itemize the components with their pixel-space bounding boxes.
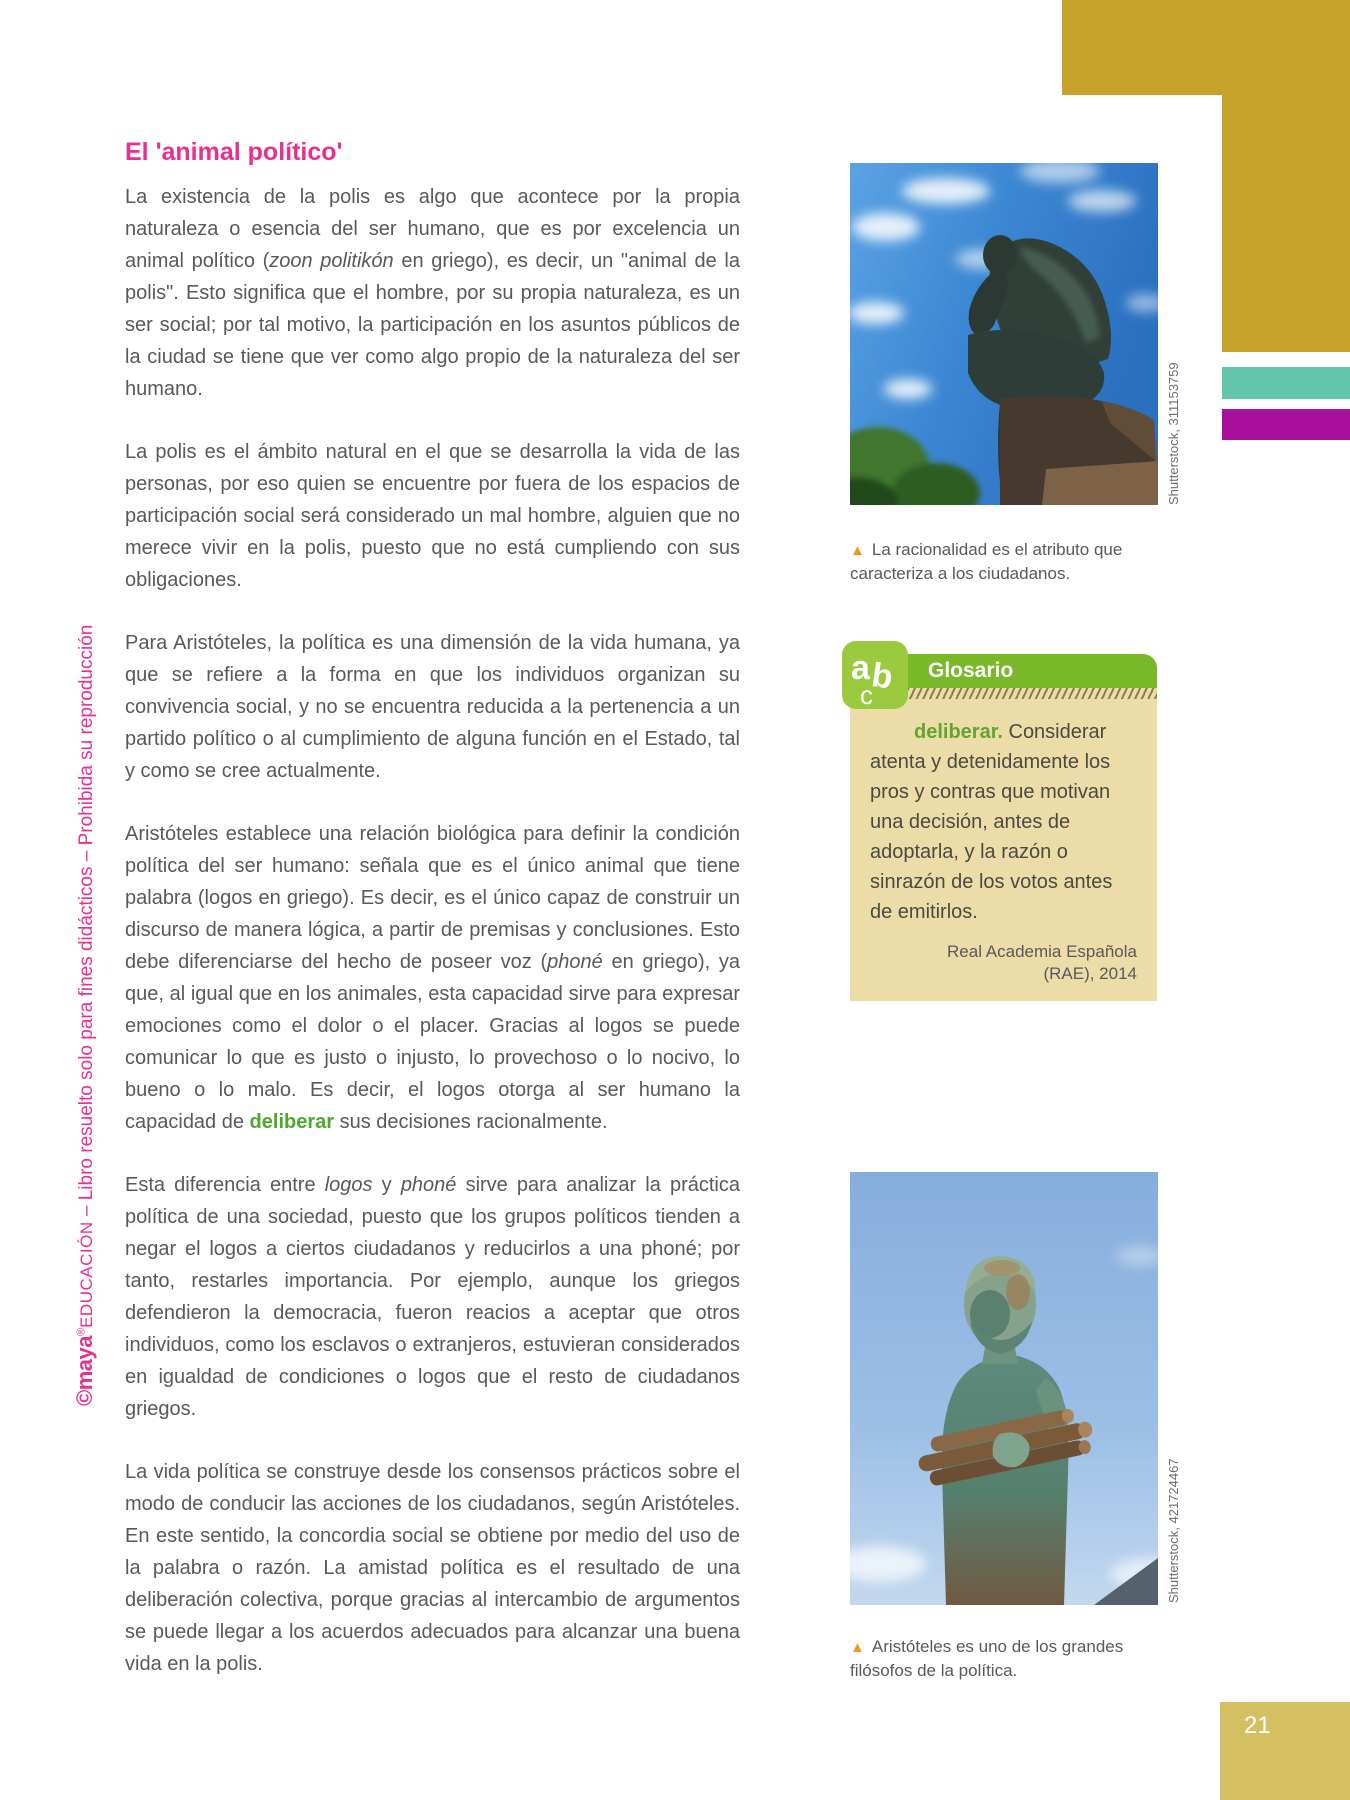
deco-gold-block-top-right [1222, 0, 1350, 352]
imprint-legal-text: – Libro resuelto solo para fines didácticos – Prohibida su reproducción [76, 624, 97, 1222]
glossary-source-line: Real Academia Española [947, 942, 1137, 961]
caption-text: Aristóteles es uno de los grandes filósofos de la política. [850, 1637, 1124, 1680]
glossary-source [870, 941, 1137, 985]
section-heading: El 'animal político' [125, 138, 343, 166]
caption-text: La racionalidad es el atributo que caracteriza a los ciudadanos. [850, 540, 1123, 583]
body-paragraph: La existencia de la polis es algo que acontece por la propia naturaleza o esencia del ser humano, que es por excelencia un animal político (zoon politikón en griego), es decir, un "animal de la polis". Esto significa que el hombre, por su propia naturaleza, es un ser social; por tal motivo, la participación en los asuntos públicos de la ciudad se tiene que ver como algo propio de la naturaleza del ser humano. [125, 186, 740, 400]
svg-text:c: c [860, 680, 873, 709]
glossary-entry: deliberar. Considerar atenta y detenidamente los pros y contras que motivan una decisión, antes de adoptarla, y la razón o sinrazón de los votos antes de emitirlos. [870, 721, 1113, 923]
figure-caption [850, 1635, 1182, 1682]
main-text-column [125, 138, 740, 1680]
registered-mark: ® [75, 1327, 88, 1337]
svg-text:b: b [869, 656, 896, 697]
glossary-header [850, 649, 1157, 709]
deco-gold-block-top-left [1062, 0, 1222, 95]
deco-magenta-bar [1222, 409, 1350, 440]
figure-caption [850, 538, 1182, 585]
page-number-block [1220, 1702, 1350, 1800]
body-paragraph: Para Aristóteles, la política es una dimensión de la vida humana, ya que se refiere a la forma en que los individuos organizan su convivencia social, y no se encuentra reducida a la pertenencia a un partido político o al cumplimiento de alguna función en el Estado, tal y como se cree actualmente. [125, 632, 740, 782]
photo-credit: Shutterstock, 311153759 [1166, 362, 1181, 505]
aristotle-statue-photo [850, 1172, 1158, 1605]
page-number: 21 [1244, 1712, 1271, 1739]
svg-text:a: a [851, 649, 870, 687]
deco-teal-bar [1222, 367, 1350, 399]
glossary-body [850, 699, 1157, 1001]
photo-credit: Shutterstock, 421724467 [1166, 1458, 1181, 1603]
publisher-brand: EDUCACIÓN [77, 1221, 96, 1328]
glossary-source-line: (RAE), 2014 [1043, 964, 1137, 983]
body-paragraph: La polis es el ámbito natural en el que se desarrolla la vida de las personas, por eso quien se encuentre por fuera de los espacios de participación social será considerado un mal hombre, alguien que no merece vivir en la polis, puesto que no está cumpliendo con sus obligaciones. [125, 441, 740, 591]
abc-letters [842, 641, 908, 709]
caption-triangle-icon: ▲ [850, 1639, 865, 1656]
body-paragraph: Esta diferencia entre logos y phoné sirve para analizar la práctica política de una sociedad, puesto que los grupos políticos tienden a negar el logos a ciertos ciudadanos y reducirlos a una phoné; por tanto, restarles importancia. Por ejemplo, aunque los griegos defendieron la democracia, fueron reacios a aceptar que otros individuos, como los esclavos o extranjeros, estuvieran considerados en igualdad de condiciones o logos que el resto de ciudadanos griegos. [125, 1174, 740, 1420]
body-paragraph: Aristóteles establece una relación biológica para definir la condición política del ser humano: señala que es el único animal que tiene palabra (logos en griego). Es decir, es el único capaz de construir un discurso de manera lógica, a partir de premisas y conclusiones. Esto debe diferenciarse del hecho de poseer voz (phoné en griego), ya que, al igual que en los animales, esta capacidad sirve para expresar emociones como el dolor o el placer. Gracias al logos se puede comunicar lo que es justo o injusto, lo provechoso o lo nocivo, lo bueno o lo malo. Es decir, el logos otorga al ser humano la capacidad de deliberar sus decisiones racionalmente. [125, 823, 740, 1133]
publisher-imprint [72, 625, 98, 1406]
publisher-logo: ©maya [72, 1336, 97, 1406]
glossary-box [850, 649, 1157, 1001]
body-paragraph: La vida política se construye desde los consensos prácticos sobre el modo de conducir las acciones de los ciudadanos, según Aristóteles. En este sentido, la concordia social se obtiene por medio del uso de la palabra o razón. La amistad política es el resultado de una deliberación colectiva, porque gracias al intercambio de argumentos se puede llegar a los acuerdos adecuados para alcanzar una buena vida en la polis. [125, 1461, 740, 1675]
abc-glossary-icon [842, 641, 908, 709]
caption-triangle-icon: ▲ [850, 542, 865, 559]
thinker-statue-photo [850, 163, 1158, 505]
glossary-title: Glosario [928, 659, 1014, 682]
